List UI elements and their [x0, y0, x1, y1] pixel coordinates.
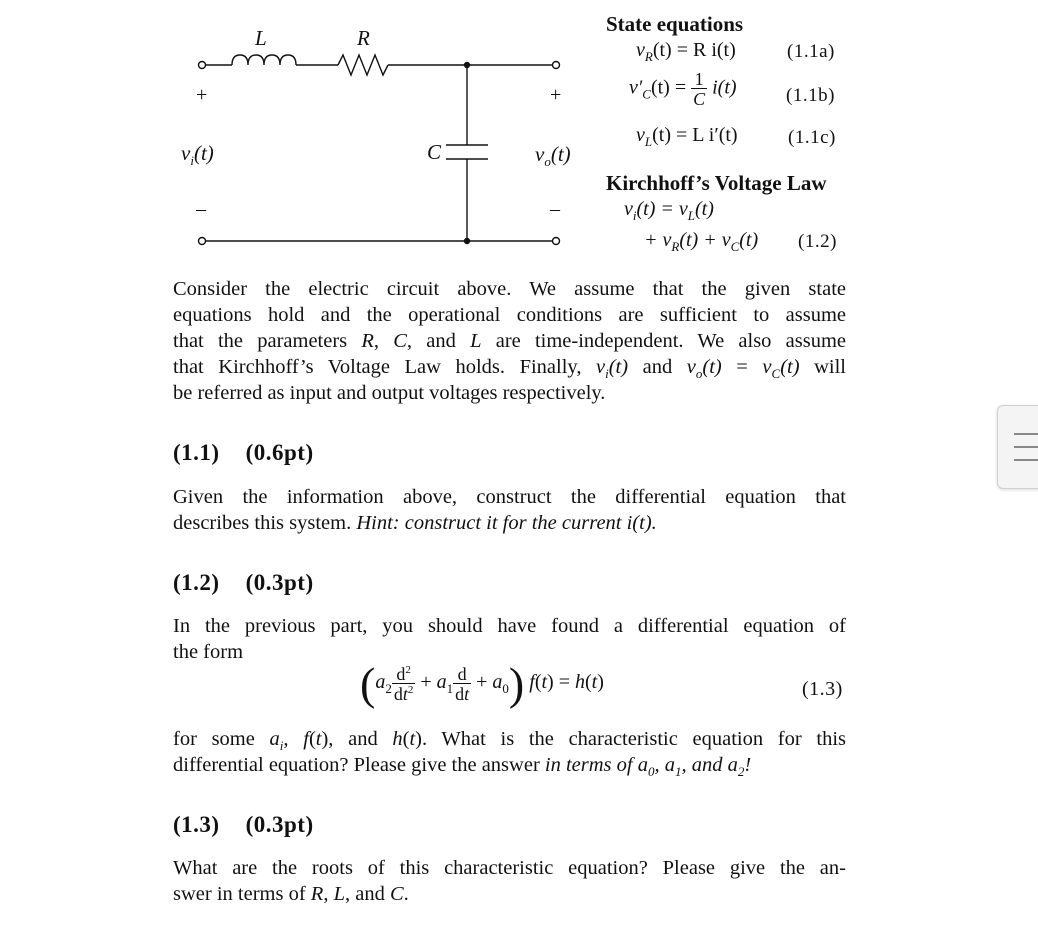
eq-number-1-1c: (1.1c): [788, 127, 836, 148]
question-1-3-text: [173, 855, 846, 907]
eq-number-1-1b: (1.1b): [786, 85, 835, 106]
state-equations-title: State equations: [606, 12, 744, 36]
terminal-out-top: [553, 62, 560, 69]
inductor-label: L: [255, 26, 267, 50]
resistor-symbol: [338, 55, 388, 75]
q2-after-line: for some $a_i$, f(t), and h(t). What is the characteristic equation for this: [173, 728, 846, 754]
question-points: (0.6pt): [245, 440, 314, 465]
capacitor-label: C: [427, 140, 442, 164]
intro-line: that Kirchhoff’s Voltage Law holds. Finally, $v_i(t)$ and $v_o(t) = v_C(t)$ will: [173, 356, 846, 382]
intro-line: that the parameters R, C, and L are time-independent. We also assume: [173, 330, 846, 352]
question-1-2-after: [173, 726, 846, 778]
terminal-out-bottom: [553, 238, 560, 245]
q1-line: describes this system. Hint: construct it for the current i(t).: [173, 512, 657, 534]
eq-number-1-2: (1.2): [798, 231, 837, 252]
eq-number-1-1a: (1.1a): [787, 41, 835, 62]
output-voltage-label: $v_o(t)$: [535, 142, 571, 170]
question-1-1-text: [173, 484, 846, 536]
output-plus: +: [550, 84, 562, 106]
kvl-title: Kirchhoff’s Voltage Law: [606, 171, 827, 195]
kvl-line-2: + $v_R(t) + v_C(t)$: [644, 229, 759, 254]
intro-line: equations hold and the operational conditions are sufficient to assume: [173, 304, 846, 326]
question-points: (0.3pt): [245, 812, 314, 837]
input-voltage-label: $v_i(t)$: [181, 141, 214, 169]
junction-top: [464, 62, 470, 68]
equation-1-3: ($a_2$ $\frac{d^2}{dt^2}$ + $a_1$ $\frac{d}{dt}$ + $a_0$) f(t) = h(t): [360, 658, 604, 709]
intro-paragraph: [173, 276, 846, 406]
menu-icon: [1014, 459, 1038, 461]
kvl-line-1: $v_i(t) = v_L(t)$: [624, 198, 714, 223]
input-plus: +: [196, 84, 208, 106]
inductor-symbol: [232, 55, 296, 65]
menu-icon: [1014, 433, 1038, 435]
question-points: (0.3pt): [245, 570, 314, 595]
q3-line: What are the roots of this characteristic equation? Please give the an-: [173, 857, 846, 879]
intro-line: be referred as input and output voltages respectively.: [173, 382, 606, 404]
q2-after-line: differential equation? Please give the answer in terms of $a_0$, $a_1$, and $a_2$!: [173, 754, 752, 780]
resistor-label: R: [357, 26, 370, 50]
input-minus: –: [196, 198, 206, 220]
junction-bottom: [464, 238, 470, 244]
menu-handle-button[interactable]: [997, 405, 1038, 489]
output-minus: –: [550, 198, 560, 220]
eq-number-1-3: (1.3): [802, 678, 843, 700]
question-number: (1.3): [173, 812, 220, 837]
q2-line: the form: [173, 641, 244, 663]
circuit-diagram: [180, 25, 580, 255]
question-number: (1.2): [173, 570, 220, 595]
question-number: (1.1): [173, 440, 220, 465]
question-1-3-heading: [173, 812, 340, 838]
q1-line: Given the information above, construct the differential equation that: [173, 486, 846, 508]
state-eq-1c: $v_L(t) = L$ i′(t): [636, 124, 738, 149]
question-1-1-heading: [173, 440, 340, 466]
q2-line: In the previous part, you should have found a differential equation of: [173, 615, 846, 637]
state-eq-1b: $v'_C(t)$ = $\frac{1}{C}$ i(t): [629, 69, 737, 109]
state-eq-1a: $v_R(t) = R$ i(t): [636, 39, 736, 64]
question-1-2-heading: [173, 570, 340, 596]
terminal-in-top: [199, 62, 206, 69]
q3-line: swer in terms of R, L, and C.: [173, 883, 409, 905]
terminal-in-bottom: [199, 238, 206, 245]
intro-line: Consider the electric circuit above. We assume that the given state: [173, 278, 846, 300]
menu-icon: [1014, 446, 1038, 448]
